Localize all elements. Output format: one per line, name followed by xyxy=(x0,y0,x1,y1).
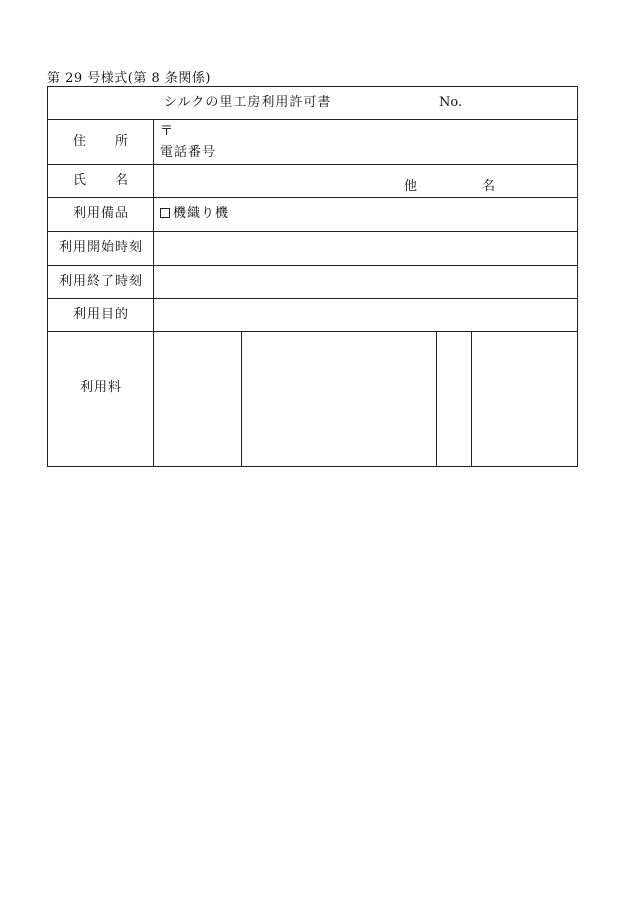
postal-mark: 〒 xyxy=(160,124,174,139)
others-suffix: 名 xyxy=(482,179,496,194)
permit-form-table xyxy=(47,86,578,467)
loom-option-label: 機織り機 xyxy=(173,206,230,221)
document-title: シルクの里工房利用許可書 xyxy=(164,95,332,110)
name-label: 氏 名 xyxy=(72,173,129,188)
end-time-field[interactable] xyxy=(154,266,577,298)
others-prefix: 他 xyxy=(404,179,418,194)
start-time-field[interactable] xyxy=(154,232,577,265)
purpose-label: 利用目的 xyxy=(72,307,129,322)
loom-option[interactable] xyxy=(160,206,229,222)
purpose-field[interactable] xyxy=(154,299,577,331)
start-time-label: 利用開始時刻 xyxy=(58,240,143,255)
loom-checkbox[interactable] xyxy=(160,208,170,218)
name-field[interactable] xyxy=(154,165,577,197)
end-time-label: 利用終了時刻 xyxy=(58,274,143,289)
address-label: 住 所 xyxy=(72,134,129,149)
fee-cell-4[interactable] xyxy=(472,332,577,466)
fee-cell-2[interactable] xyxy=(242,332,436,466)
fee-cell-3[interactable] xyxy=(437,332,471,466)
address-field[interactable] xyxy=(154,120,577,164)
phone-label: 電話番号 xyxy=(160,145,217,160)
fee-label: 利用料 xyxy=(79,380,122,395)
equipment-label: 利用備品 xyxy=(72,206,129,221)
form-number: 第 29 号様式(第 8 条関係) xyxy=(47,71,211,86)
number-label: No. xyxy=(439,95,463,110)
fee-cell-1[interactable] xyxy=(154,332,241,466)
row-divider xyxy=(48,197,577,198)
